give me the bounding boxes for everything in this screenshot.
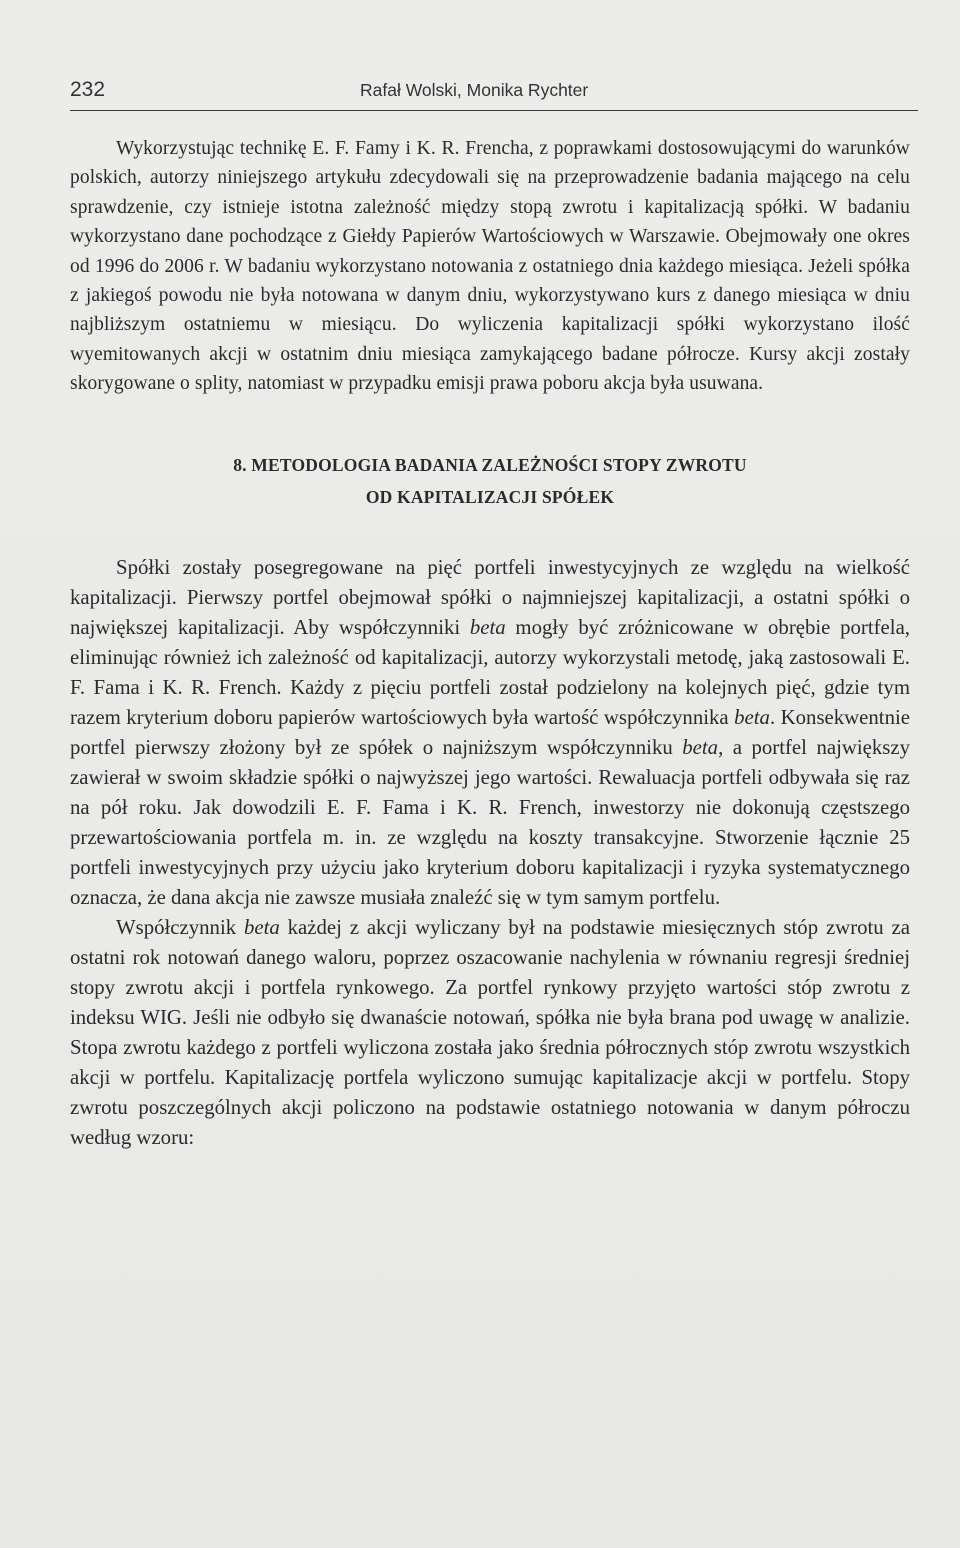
italic-term-beta: beta [243,915,280,939]
italic-term-beta: beta [682,735,719,759]
page-number: 232 [70,78,106,101]
paragraph-text: Współczynnik [116,915,244,939]
section-heading [70,449,910,513]
paragraph-text: , a portfel największy zawierał w swoim składzie spółki o najwyższej jego wartości. Rewaluacja portfeli odbywała się raz na pół roku. Jak dowodzili E. F. Fama i K. R. French, inwestorzy nie dokonują częstszego przewartościowania portfela m. in. ze względu na koszty transakcyjne. Stworzenie łącznie 25 portfeli inwestycyjnych przy użyciu jako kryterium doboru kapitalizacji i ryzyka systematycznego oznacza, że dana akcja nie zawsze musiała znaleźć się w tym samym portfelu. [70,735,910,909]
section-heading-line1: 8. METODOLOGIA BADANIA ZALEŻNOŚCI STOPY ZWROTU [233,454,747,475]
italic-term-beta: beta [734,705,770,729]
intro-paragraph: Wykorzystując technikę E. F. Famy i K. R. Frencha, z poprawkami dostosowującymi do warunków polskich, autorzy niniejszego artykułu zdecydowali się na przeprowadzenie badania mającego na celu sprawdzenie, czy istnieje istotna zależność między stopą zwrotu i kapitalizacją spółki. W badaniu wykorzystano dane pochodzące z Giełdy Papierów Wartościowych w Warszawie. Obejmowały one okres od 1996 do 2006 r. W badaniu wykorzystano notowania z ostatniego dnia każdego miesiąca. Jeżeli spółka z jakiegoś powodu nie była notowana w danym dniu, wykorzystywano kurs z danego miesiąca w dniu najbliższym ostatniemu w miesiącu. Do wyliczenia kapitalizacji spółki wykorzystano ilość wyemitowanych akcji w ostatnim dniu miesiąca zamykającego badane półrocze. Kursy akcji zostały skorygowane o splity, natomiast w przypadku emisji prawa poboru akcja była usuwana. [70,138,910,395]
paragraph-text: każdej z akcji wyliczany był na podstawie miesięcznych stóp zwrotu za ostatni rok notowań danego waloru, poprzez oszacowanie nachylenia w równaniu regresji średniej stopy zwrotu akcji i portfela rynkowego. Za portfel rynkowy przyjęto wartości stóp zwrotu z indeksu WIG. Jeśli nie odbyło się dwanaście notowań, spółka nie była brana pod uwagę w analizie. Stopa zwrotu każdego z portfeli wyliczona została jako średnia półrocznych stóp zwrotu wszystkich akcji w portfelu. Kapitalizację portfela wyliczono sumując kapitalizacje akcji w portfelu. Stopy zwrotu poszczególnych akcji policzono na podstawie ostatniego notowania w danym półroczu według wzoru: [70,915,910,1149]
italic-term-beta: beta [469,615,506,639]
page-header [70,70,918,111]
paragraph-portfolio-method [70,553,910,913]
paragraph-text: . Konsekwentnie portfel pierwszy złożony był ze spółek o najniższym współczynniku [70,705,910,759]
paragraph-text: mogły być zróżnicowane w obrębie portfela, eliminując również ich zależność od kapitalizacji, autorzy wykorzystali metodę, jaką zastosowali E. F. Fama i K. R. French. Każdy z pięciu portfeli został podzielony na kolejnych pięć, gdzie tym razem kryterium doboru papierów wartościowych była wartość współczynnika [70,615,910,729]
running-head-authors: Rafał Wolski, Monika Rychter [360,80,589,100]
section-heading-line2: OD KAPITALIZACJI SPÓŁEK [365,486,615,507]
body-text [70,134,910,1153]
paragraph-text: Spółki zostały posegregowane na pięć portfeli inwestycyjnych ze względu na wielkość kapitalizacji. Pierwszy portfel obejmował spółki o najmniejszej kapitalizacji, a ostatni spółki o największej kapitalizacji. Aby współczynniki [70,555,910,639]
paragraph-beta-calculation [70,913,910,1153]
